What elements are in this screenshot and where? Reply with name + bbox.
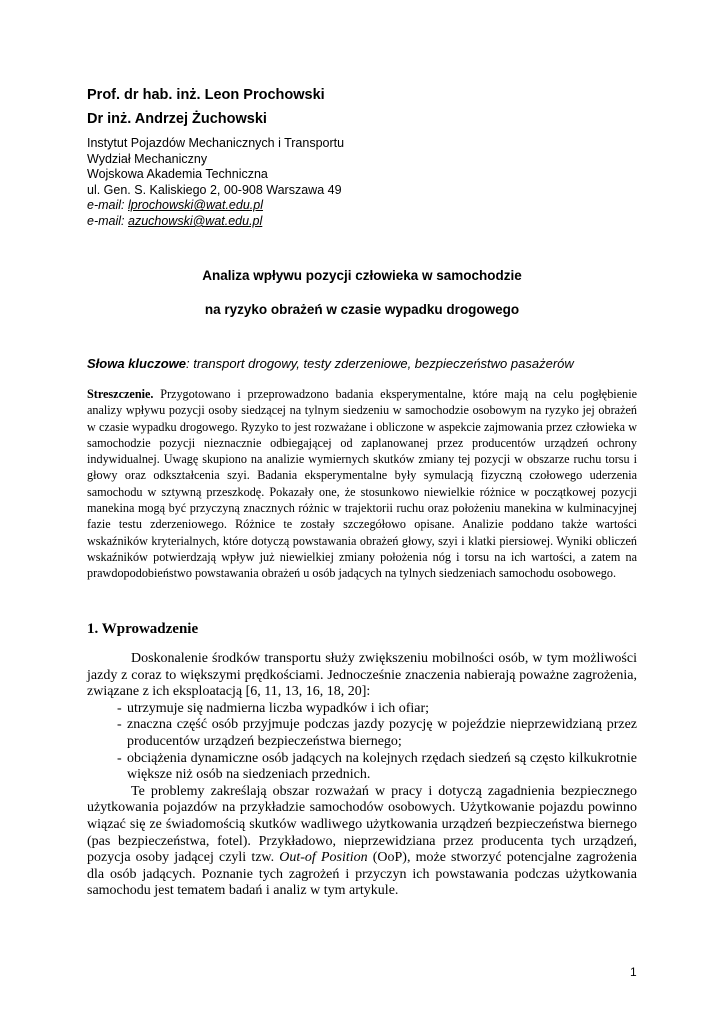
keywords-label: Słowa kluczowe: [87, 356, 186, 371]
paper-title-line-2: na ryzyko obrażeń w czasie wypadku drogowego: [204, 302, 520, 317]
affiliation-block: [87, 136, 344, 230]
email-link-2[interactable]: azuchowski@wat.edu.pl: [128, 213, 263, 228]
email-label: e-mail:: [87, 198, 125, 213]
section-heading: 1. Wprowadzenie: [87, 621, 199, 637]
list-item: - znaczna część osób przyjmuje podczas jazdy pozycję w pojeździe nieprzewidzianą przez producentów urządzeń bezpieczeństwa biernego;: [117, 717, 637, 749]
author-1: Prof. dr hab. inż. Leon Prochowski: [87, 87, 325, 103]
section-body: [87, 651, 637, 900]
oop-term: Out-of Position: [279, 850, 368, 866]
list-item: - utrzymuje się nadmierna liczba wypadków i ich ofiar;: [117, 700, 430, 716]
email-line-1: [87, 198, 344, 214]
author-2: Dr inż. Andrzej Żuchowski: [87, 111, 267, 127]
list-item: - obciążenia dynamiczne osób jadących na kolejnych rzędach siedzeń są często kilkukrotnie większe niż osób na siedzeniach przednich.: [117, 750, 637, 783]
abstract-label: Streszczenie.: [87, 387, 154, 401]
email-line-2: [87, 214, 344, 230]
affiliation-address: ul. Gen. S. Kaliskiego 2, 00-908 Warszawa 49: [87, 182, 342, 197]
affiliation-faculty: Wydział Mechaniczny: [87, 151, 208, 166]
threat-list: [87, 701, 637, 784]
email-link-1[interactable]: lprochowski@wat.edu.pl: [128, 198, 263, 213]
paper-title-line-1: Analiza wpływu pozycji człowieka w samochodzie: [202, 268, 522, 283]
page-number: 1: [630, 965, 637, 979]
keywords: [87, 356, 574, 371]
abstract-text: Przygotowano i przeprowadzono badania eksperymentalne, które mają na celu pogłębienie analizy wpływu pozycji osoby siedzącej na tylnym siedzeniu w samochodzie osobowym na ryzyko jej obrażeń w czasie wypadku drogowego. Ryzyko to jest rozważane i obliczone w aspekcie zajmowania przez człowieka w samochodzie pozycji nieznacznie odbiegającej od zaplanowanej przez producentów urządzeń ochrony indywidualnej. Uwagę skupiono na analizie wymiernych skutków zmiany tej pozycji w obszarze ruchu torsu i głowy oraz odkształcenia szyi. Badania eksperymentalne były symulacją fizyczną czołowego uderzenia samochodu w sztywną przeszkodę. Pokazały one, że stosunkowo niewielkie różnice w początkowej pozycji manekina mogą być przyczyną znacznych różnic w trajektorii ruchu oraz położeniu manekina w kulminacyjnej fazie testu zderzeniowego. Różnice te zostały szczegółowo opisane. Analizie poddano także wartości wskaźników kryterialnych, które dotyczą powstawania obrażeń głowy, szyi i klatki piersiowej. Wyniki obliczeń wskaźników potwierdzają wpływ już niewielkiej zmiany położenia nóg i torsu na ich wartości, a zatem na prawdopodobieństwo powstawania obrażeń u osób jadących na tylnych siedzeniach samochodu osobowego.: [87, 387, 637, 581]
affiliation-university: Wojskowa Akademia Techniczna: [87, 167, 268, 182]
intro-paragraph-2: Te problemy zakreślają obszar rozważań w pracy i dotyczą zagadnienia bezpiecznego użytkowania pojazdów na przykładzie samochodów osobowych. Użytkowanie pojazdu powinno wiązać się ze świadomością skutków wadliwego użytkowania urządzeń bezpieczeństwa biernego (pas bezpieczeństwa, fotel). Przykładowo, nieprzewidziana przez producenta tych urządzeń, pozycja osoby jadącej czyli tzw. Out-of Position (OoP), może stworzyć potencjalne zagrożenia dla osób jadących. Poznanie tych zagrożeń i przyczyn ich powstawania podczas użytkowania samochodu jest tematem badań i analiz w tym artykule.: [87, 783, 637, 899]
keywords-text: : transport drogowy, testy zderzeniowe, bezpieczeństwo pasażerów: [185, 356, 574, 371]
affiliation-institute: Instytut Pojazdów Mechanicznych i Transportu: [87, 136, 345, 150]
abstract: [87, 386, 637, 582]
email-label: e-mail:: [87, 213, 125, 228]
intro-paragraph-1: Doskonalenie środków transportu służy zwiększeniu mobilności osób, w tym możliwości jazdy z coraz to większymi prędkościami. Jednocześnie znaczenia nabierają poważne zagrożenia, związane z ich eksploatacją [6, 11, 13, 16, 18, 20]:: [87, 651, 637, 700]
